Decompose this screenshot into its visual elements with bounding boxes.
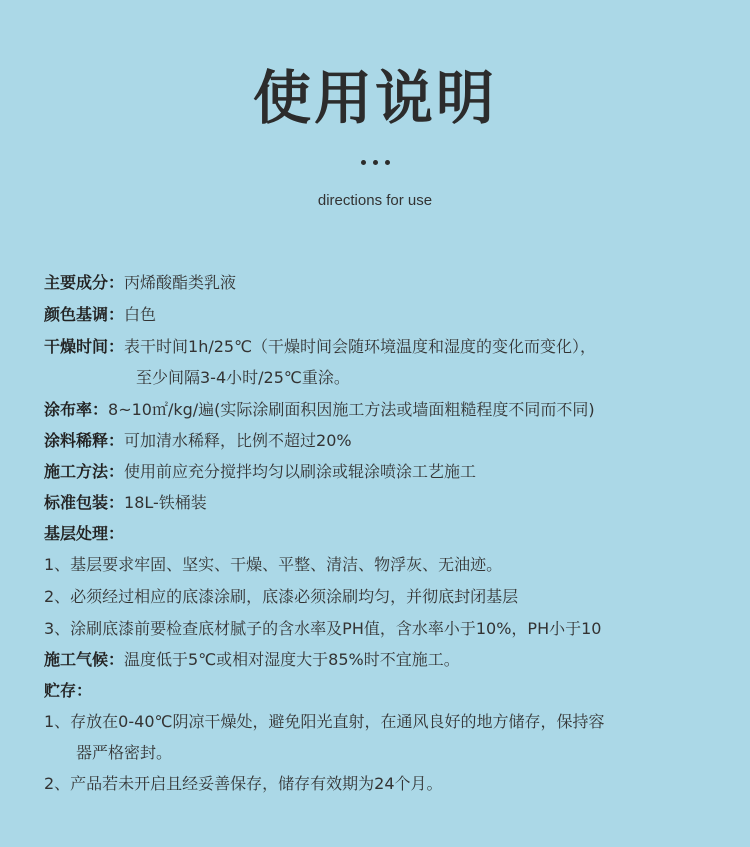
substrate-item: 2、必须经过相应的底漆涂刷，底漆必须涂刷均匀，并彻底封闭基层	[44, 587, 519, 606]
storage-item: 2、产品若未开启且经妥善保存，储存有效期为24个月。	[44, 774, 443, 793]
substrate-item: 1、基层要求牢固、坚实、干燥、平整、清洁、物浮灰、无油迹。	[44, 555, 503, 574]
spec-value: 可加清水稀释，比例不超过20%	[124, 431, 352, 450]
section-label: 基层处理：	[44, 524, 125, 543]
spec-value: 18L-铁桶装	[124, 493, 207, 512]
substrate-heading	[44, 522, 124, 546]
spec-label: 主要成分：	[44, 273, 125, 292]
section-label: 贮存：	[44, 681, 93, 700]
spec-value: 使用前应充分搅拌均匀以刷涂或辊涂喷涂工艺施工	[124, 462, 477, 481]
climate-row	[44, 648, 460, 672]
spec-row-ingredients	[44, 271, 236, 295]
spec-value: 白色	[124, 305, 157, 324]
divider-dots	[0, 160, 750, 165]
spec-label: 涂布率：	[44, 400, 109, 419]
spec-label: 施工气候：	[44, 650, 125, 669]
storage-item-cont: 器严格密封。	[76, 743, 173, 762]
spec-row-packaging	[44, 491, 207, 515]
spec-label: 施工方法：	[44, 462, 125, 481]
page-subtitle: directions for use	[317, 192, 433, 209]
spec-label: 涂料稀释：	[44, 431, 125, 450]
spec-row-dilution	[44, 429, 352, 453]
dot	[373, 160, 378, 165]
storage-item: 1、存放在0-40℃阴凉干燥处，避免阳光直射，在通风良好的地方储存，保持容	[44, 712, 605, 731]
spec-label: 干燥时间：	[44, 337, 125, 356]
spec-row-coverage	[44, 398, 595, 422]
dot	[361, 160, 366, 165]
spec-row-drying	[44, 335, 596, 359]
spec-row-drying-cont: 至少间隔3-4小时/25℃重涂。	[136, 368, 350, 387]
storage-heading	[44, 679, 92, 703]
spec-row-color	[44, 303, 156, 327]
spec-row-method	[44, 460, 476, 484]
spec-value: 温度低于5℃或相对湿度大于85%时不宜施工。	[124, 650, 460, 669]
substrate-item: 3、涂刷底漆前要检查底材腻子的含水率及PH值，含水率小于10%，PH小于10	[44, 619, 602, 638]
spec-value: 丙烯酸酯类乳液	[124, 273, 237, 292]
spec-label: 颜色基调：	[44, 305, 125, 324]
spec-value: 表干时间1h/25℃（干燥时间会随环境温度和湿度的变化而变化），	[124, 337, 597, 356]
spec-value: 8~10㎡/kg/遍(实际涂刷面积因施工方法或墙面粗糙程度不同而不同)	[108, 400, 595, 419]
spec-label: 标准包装：	[44, 493, 125, 512]
page-title: 使用说明	[252, 64, 497, 132]
dot	[385, 160, 390, 165]
